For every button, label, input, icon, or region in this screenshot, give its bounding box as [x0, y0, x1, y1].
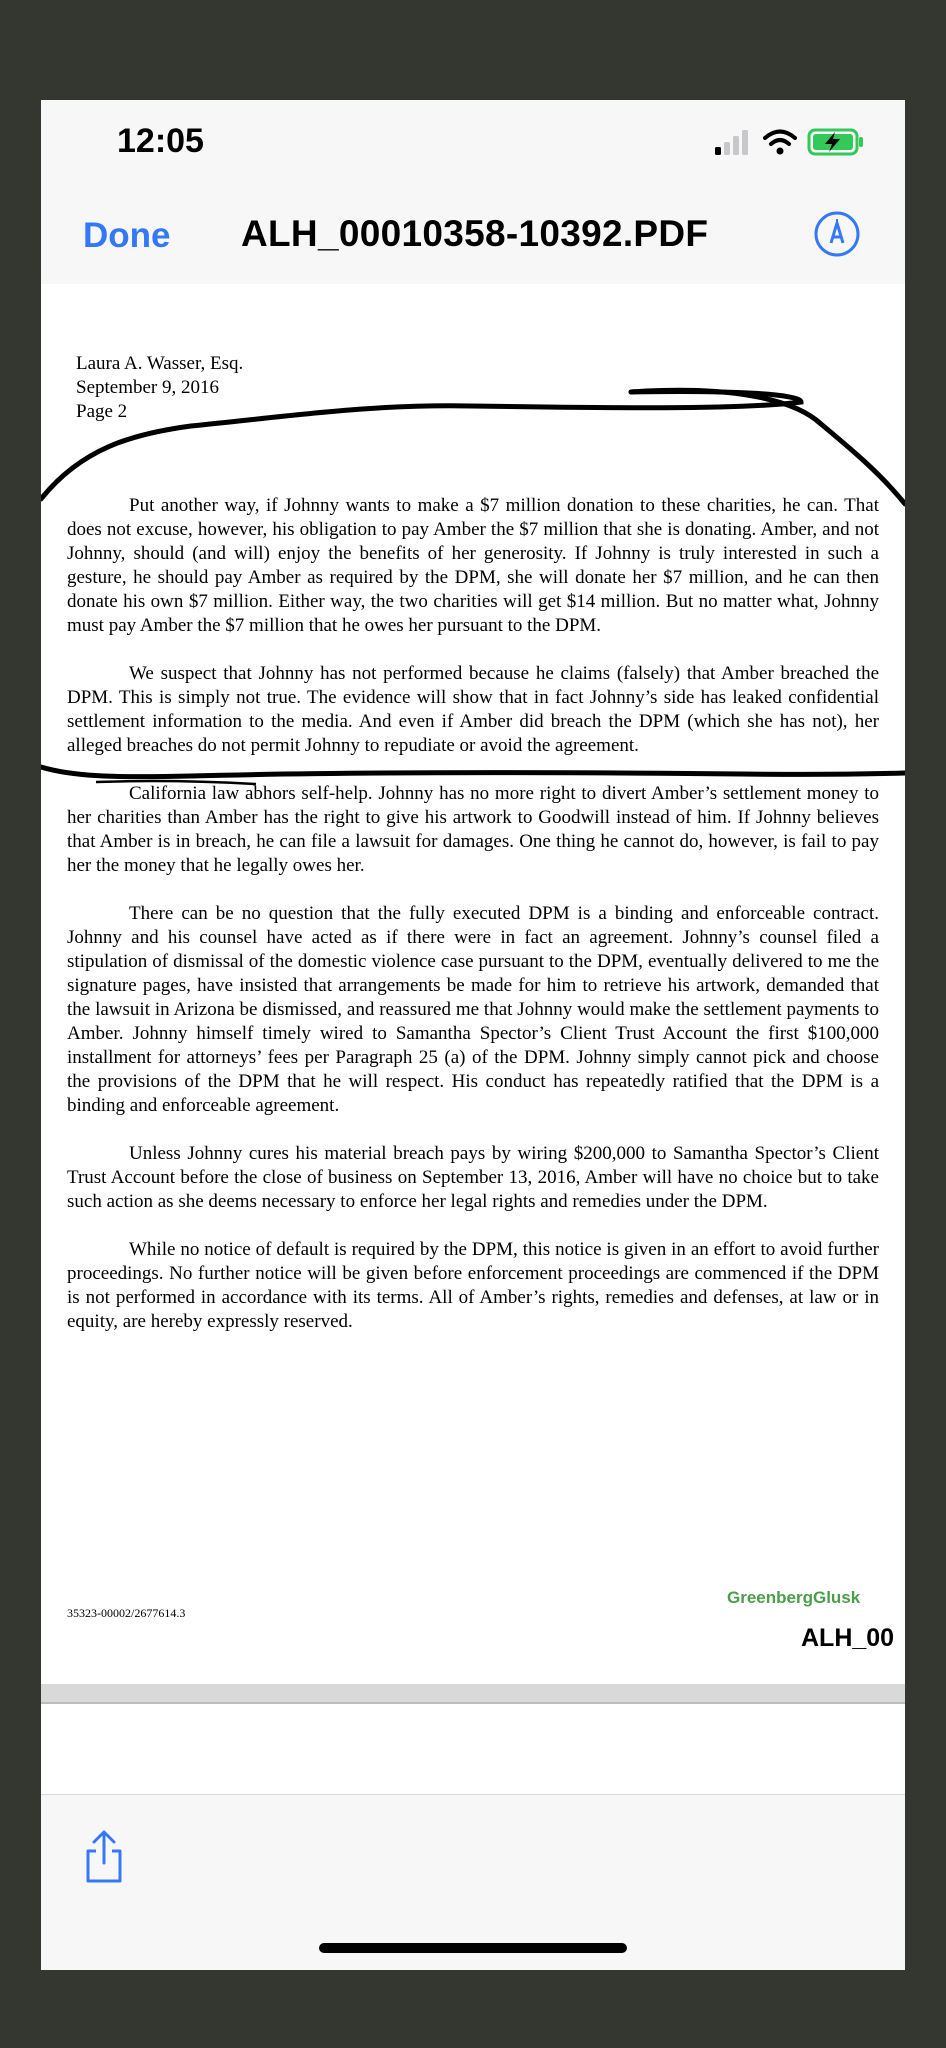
letter-header: [76, 352, 243, 424]
letter-body: [67, 494, 879, 1358]
status-icons: [713, 128, 865, 156]
wifi-icon: [763, 129, 797, 155]
top-bar: [41, 100, 905, 285]
paragraph: California law abhors self-help. Johnny has no more right to divert Amber’s settlement money to her charities than Amber has the right to give his artwork to Goodwill instead of him. If Johnny believes that Amber is in breach, he can file a lawsuit for damages. One thing he cannot do, however, is fail to pay her the money that he legally owes her.: [67, 783, 879, 876]
battery-charging-icon: [807, 128, 865, 156]
bottom-toolbar: [41, 1794, 905, 1970]
pdf-page[interactable]: [41, 284, 905, 1684]
done-button[interactable]: Done: [83, 216, 171, 255]
page-separator: [41, 1684, 905, 1704]
cellular-signal-icon: [713, 129, 753, 155]
status-time: 12:05: [117, 122, 204, 160]
bates-number: ALH_00: [801, 1624, 895, 1652]
paragraph: We suspect that Johnny has not performed because he claims (falsely) that Amber breached the DPM. This is simply not true. The evidence will show that in fact Johnny’s side has leaked confidential settlement information to the media. And even if Amber did breach the DPM (which she has not), her alleged breaches do not permit Johnny to repudiate or avoid the agreement.: [67, 663, 879, 756]
markup-pen-icon[interactable]: [813, 210, 861, 258]
home-indicator[interactable]: [319, 1943, 627, 1953]
paragraph: While no notice of default is required by the DPM, this notice is given in an effort to avoid further proceedings. No further notice will be given before enforcement proceedings are commenced if the DPM is not performed in accordance with its terms. All of Amber’s rights, remedies and defenses, at law or in equity, are hereby expressly reserved.: [67, 1239, 879, 1332]
document-code: 35323-00002/2677614.3: [67, 1606, 186, 1620]
share-icon[interactable]: [81, 1829, 127, 1885]
document-title: ALH_00010358-10392.PDF: [241, 213, 709, 254]
pdf-viewer-screen: [41, 100, 905, 1970]
paragraph: Put another way, if Johnny wants to make a $7 million donation to these charities, he can. That does not excuse, however, his obligation to pay Amber the $7 million that she is donating. Amber, and not Johnny, should (and will) enjoy the benefits of her generosity. If Johnny is truly interested in such a gesture, he should pay Amber as required by the DPM, she will donate her $7 million, and he can then donate his own $7 million. Either way, the two charities will get $14 million. But no matter what, Johnny must pay Amber the $7 million that he owes her pursuant to the DPM.: [67, 495, 879, 636]
recipient-name: Laura A. Wasser, Esq.: [76, 353, 244, 374]
paragraph: There can be no question that the fully executed DPM is a binding and enforceable contract. Johnny and his counsel have acted as if there were in fact an agreement. Johnny’s counsel filed a stipulation of dismissal of the domestic violence case pursuant to the DPM, eventually delivered to me the signature pages, have insisted that arrangements be made for him to retrieve his artwork, demanded that the lawsuit in Arizona be dismissed, and reassured me that Johnny would make the settlement payments to Amber. Johnny himself timely wired to Samantha Spector’s Client Trust Account the first $100,000 installment for attorneys’ fees per Paragraph 25 (a) of the DPM. Johnny simply cannot pick and choose the provisions of the DPM that he will respect. His conduct has repeatedly ratified that the DPM is a binding and enforceable agreement.: [67, 903, 879, 1116]
letter-date: September 9, 2016: [76, 377, 220, 398]
page-number: Page 2: [76, 401, 128, 422]
paragraph: Unless Johnny cures his material breach pays by wiring $200,000 to Samantha Spector’s Client Trust Account before the close of business on September 13, 2016, Amber will have no choice but to take such action as she deems necessary to enforce her legal rights and remedies under the DPM.: [67, 1143, 879, 1212]
firm-logo: GreenbergGlusk: [727, 1588, 861, 1607]
